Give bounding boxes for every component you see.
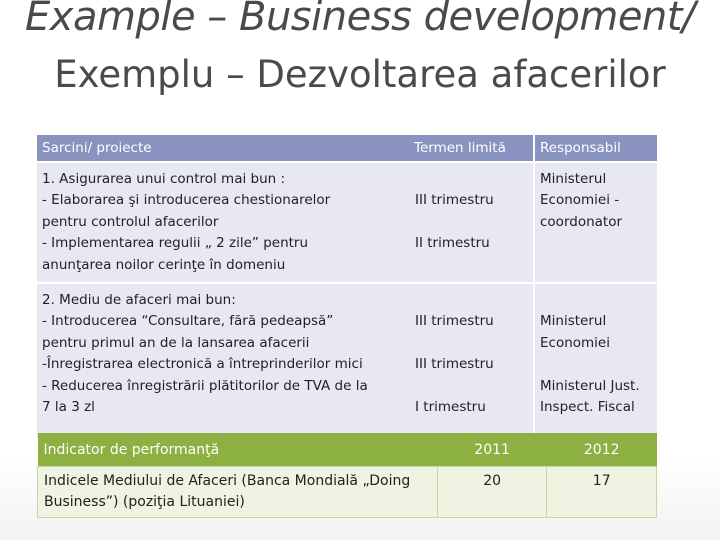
tasks-table (37, 133, 657, 440)
indicator-cell (38, 467, 438, 518)
responsible-cell (533, 284, 657, 438)
task-line: - Implementarea regulii „ 2 zile” pentru (42, 235, 309, 252)
value-2011: 20 (437, 467, 547, 518)
header-indicator: Indicator de performanţă (38, 433, 438, 467)
task-line: 7 la 3 zl (42, 399, 95, 416)
deadline-text: III trimestru (415, 313, 494, 330)
task-cell (37, 284, 409, 438)
deadline-text: III trimestru (415, 356, 494, 373)
deadline-text: III trimestru (415, 192, 494, 209)
task-line: - Elaborarea şi introducerea chestionarelor (42, 192, 331, 209)
indicator-table (37, 433, 657, 518)
header-year-2011: 2011 (437, 433, 547, 467)
task-cell (37, 163, 409, 282)
responsible-line: Economiei (540, 334, 610, 351)
indicator-line: Business”) (poziţia Lituaniei) (44, 494, 245, 510)
task-line: anunţarea noilor cerinţe în domeniu (42, 256, 286, 273)
value-2012: 17 (547, 467, 657, 518)
responsible-line: Economiei - (540, 192, 620, 209)
responsible-line: Ministerul (540, 171, 607, 187)
task-line: pentru primul an de la lansarea afacerii (42, 334, 310, 351)
responsible-line: Ministerul (540, 313, 607, 330)
deadline-text: II trimestru (415, 235, 490, 252)
tasks-header-row (37, 135, 657, 161)
task-line: - Introducerea “Consultare, fără pedeapsă” (42, 313, 334, 330)
indicator-header-row (38, 433, 657, 467)
slide-title-romanian: Exemplu – Dezvoltarea afacerilor (54, 53, 666, 96)
task-line: pentru controlul afacerilor (42, 213, 219, 230)
header-deadline: Termen limită (409, 135, 533, 161)
header-responsible: Responsabil (533, 135, 657, 161)
slide-title-english: Example – Business development/ (25, 0, 695, 40)
table-row (37, 284, 657, 438)
task-line: - Reducerea înregistrării plătitorilor de TVA de la (42, 377, 368, 394)
responsible-line: Inspect. Fiscal (540, 399, 635, 416)
task-line: 2. Mediu de afaceri mai bun: (42, 292, 236, 309)
header-year-2012: 2012 (547, 433, 657, 467)
deadline-cell (409, 163, 533, 282)
responsible-cell (533, 163, 657, 282)
responsible-line: Ministerul Just. (540, 377, 640, 394)
header-tasks: Sarcini/ proiecte (37, 135, 409, 161)
responsible-line: coordonator (540, 213, 623, 230)
table-row (38, 467, 657, 518)
task-line: 1. Asigurarea unui control mai bun : (42, 171, 286, 187)
deadline-text: I trimestru (415, 399, 486, 416)
task-line: -Înregistrarea electronică a întreprinderilor mici (42, 356, 363, 373)
indicator-line: Indicele Mediului de Afaceri (Banca Mondială „Doing (44, 473, 411, 489)
table-row (37, 163, 657, 282)
deadline-cell (409, 284, 533, 438)
